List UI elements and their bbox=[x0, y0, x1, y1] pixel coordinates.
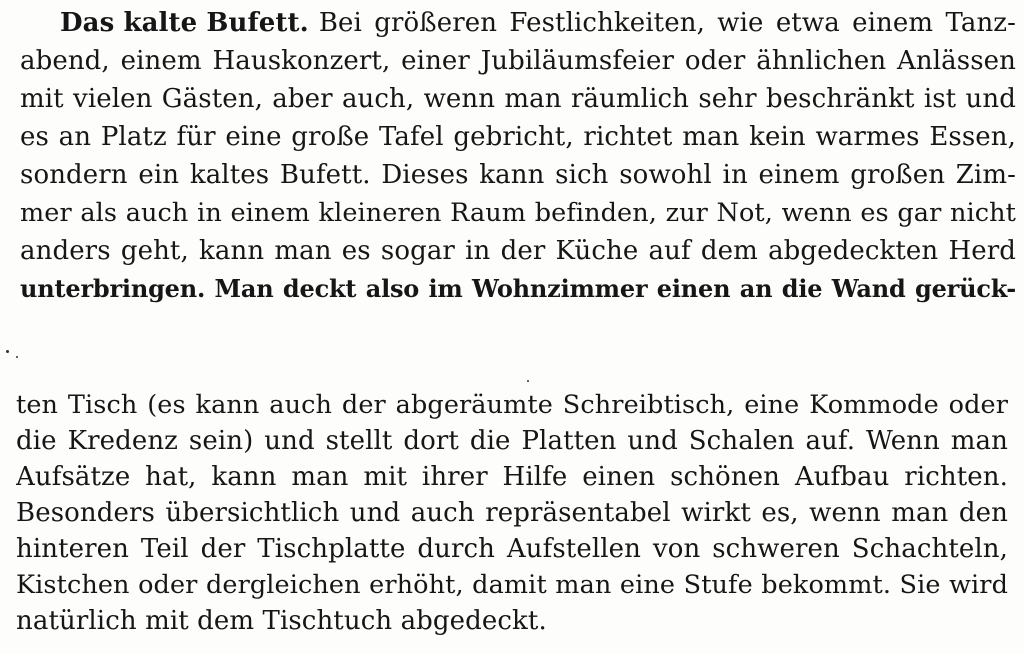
text-line: sondern ein kaltes Bufett. Dieses kann sich sowohl in einem großen Zim- bbox=[20, 160, 1016, 190]
text-line: ten Tisch (es kann auch der abgeräumte Schreibtisch, eine Kommode oder bbox=[16, 390, 1008, 420]
text-line: unterbringen. Man deckt also im Wohnzimmer einen an die Wand gerück- bbox=[20, 274, 1016, 303]
scan-speck bbox=[527, 380, 529, 382]
text-line: Kistchen oder dergleichen erhöht, damit man eine Stufe bekommt. Sie wird bbox=[16, 570, 1008, 600]
text-line: die Kredenz sein) und stellt dort die Platten und Schalen auf. Wenn man bbox=[16, 426, 1008, 456]
line-text: Bei größeren Festlichkeiten, wie etwa einem Tanz- bbox=[318, 8, 1016, 38]
text-line: natürlich mit dem Tischtuch abgedeckt. bbox=[16, 606, 547, 636]
text-line: anders geht, kann man es sogar in der Küche auf dem abgedeckten Herd bbox=[20, 236, 1016, 266]
scan-speck bbox=[16, 356, 18, 358]
text-line: Besonders übersichtlich und auch repräsentabel wirkt es, wenn man den bbox=[16, 498, 1008, 528]
text-line: mit vielen Gästen, aber auch, wenn man räumlich sehr beschränkt ist und bbox=[20, 84, 1016, 114]
text-line: es an Platz für eine große Tafel gebricht, richtet man kein warmes Essen, bbox=[20, 122, 1016, 152]
text-line: Aufsätze hat, kann man mit ihrer Hilfe einen schönen Aufbau richten. bbox=[16, 462, 1008, 492]
text-line: hinteren Teil der Tischplatte durch Aufstellen von schweren Schachteln, bbox=[16, 534, 1008, 564]
text-line bbox=[60, 6, 1016, 40]
section-heading: Das kalte Bufett. bbox=[60, 8, 309, 38]
text-line: mer als auch in einem kleineren Raum befinden, zur Not, wenn es gar nicht bbox=[20, 198, 1016, 228]
text-line: abend, einem Hauskonzert, einer Jubiläumsfeier oder ähnlichen Anlässen bbox=[20, 46, 1016, 76]
scan-speck bbox=[6, 350, 9, 353]
